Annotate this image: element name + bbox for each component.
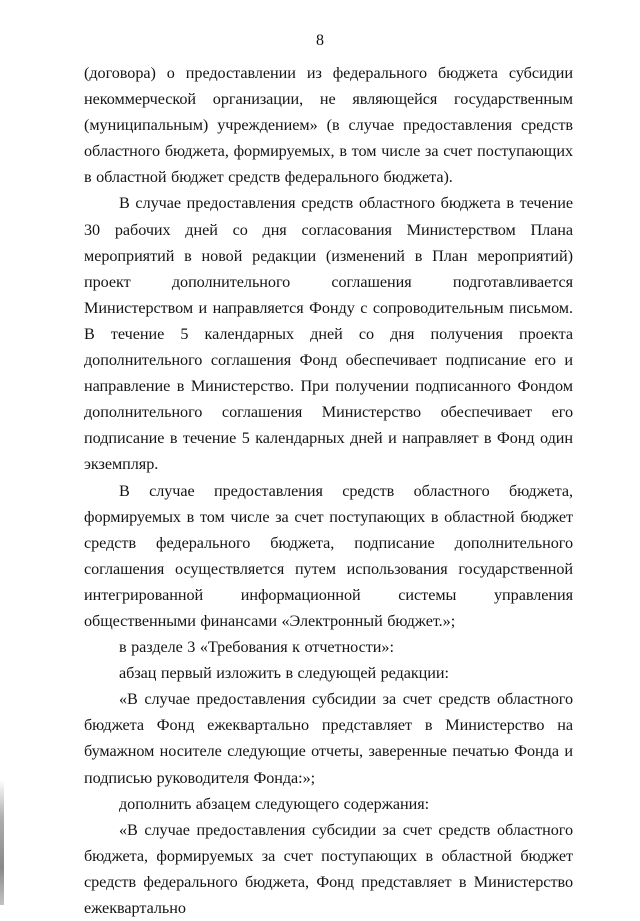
paragraph-first-abzac-instruction: абзац первый изложить в следующей редакции: (119, 664, 449, 683)
paragraph-federal-funds-reporting: «В случае предоставления субсидии за счет средств областного бюджета, формируемых за счет поступающих в областной бюджет средств федерального бюджета, Фонд представляет в Министерство ежеквартально (84, 820, 573, 917)
paragraph-additional-agreement-procedure: В случае предоставления средств областного бюджета в течение 30 рабочих дней со дня согласования Министерством Плана мероприятий в новой редакции (изменений в План мероприятий) проект дополнительного соглашения подготавливается Министерством и направляется Фонду с сопроводительным письмом. В течение 5 календарных дней со дня получения проекта дополнительного соглашения Фонд обеспечивает подписание его и направление в Министерство. При получении подписанного Фондом дополнительного соглашения Министерство обеспечивает его подписание в течение 5 календарных дней и направляет в Фонд один экземпляр. (84, 194, 573, 474)
document-body (84, 60, 573, 921)
paragraph-section-3-reference: в разделе 3 «Требования к отчетности»: (119, 638, 394, 657)
paragraph-supplement-instruction: дополнить абзацем следующего содержания: (119, 794, 430, 813)
page-number: 8 (316, 32, 324, 49)
paragraph-electronic-budget-signing: В случае предоставления средств областного бюджета, формируемых в том числе за счет поступающих в областной бюджет средств федерального бюджета, подписание дополнительного соглашения осуществляется путем использования государственной интегрированной информационной системы управления общественными финансами «Электронный бюджет.»; (84, 481, 573, 630)
paragraph-quarterly-reports: «В случае предоставления субсидии за счет средств областного бюджета Фонд ежеквартально представляет в Министерство на бумажном носителе следующие отчеты, заверенные печатью Фонда и подписью руководителя Фонда:»; (84, 690, 573, 787)
paragraph-contract-continuation: (договора) о предоставлении из федерального бюджета субсидии некоммерческой организации, не являющейся государственным (муниципальным) учреждением» (в случае предоставления средств областного бюджета, формируемых, в том числе за счет поступающих в областной бюджет средств федерального бюджета). (84, 64, 573, 187)
scan-edge-shadow (0, 780, 4, 905)
